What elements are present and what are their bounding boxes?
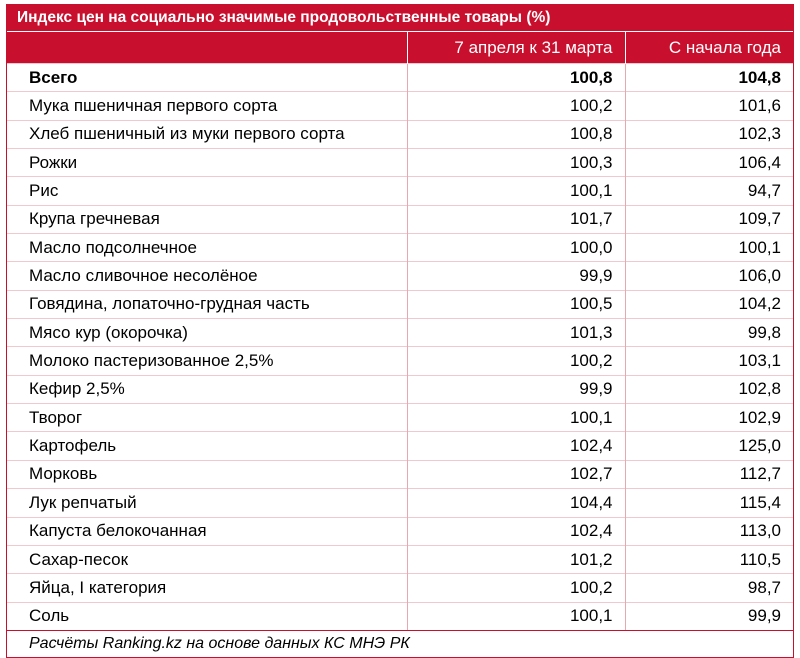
row-week-value: 101,7 [407,205,625,233]
row-week-value: 100,1 [407,602,625,630]
row-name: Яйца, I категория [7,574,407,602]
row-ytd-value: 102,9 [625,404,793,432]
table-row [7,120,793,148]
header-product [7,32,407,64]
source-note: Расчёты Ranking.kz на основе данных КС МНЭ РК [7,630,793,657]
row-ytd-value: 99,8 [625,319,793,347]
row-ytd-value: 98,7 [625,574,793,602]
row-ytd-value: 102,3 [625,120,793,148]
row-name: Картофель [7,432,407,460]
row-ytd-value: 106,4 [625,149,793,177]
row-week-value: 100,1 [407,404,625,432]
row-ytd-value: 104,2 [625,290,793,318]
table-row [7,375,793,403]
row-name: Капуста белокочанная [7,517,407,545]
row-week-value: 100,2 [407,347,625,375]
row-week-value: 99,9 [407,375,625,403]
header-ytd: С начала года [625,32,793,64]
table-row [7,290,793,318]
table-row [7,574,793,602]
row-name: Творог [7,404,407,432]
table-row [7,262,793,290]
row-name: Говядина, лопаточно-грудная часть [7,290,407,318]
row-name: Рис [7,177,407,205]
row-week-value: 100,2 [407,92,625,120]
row-week-value: 101,3 [407,319,625,347]
table-row [7,347,793,375]
row-week-value: 100,1 [407,177,625,205]
price-index-table [7,31,793,630]
row-week-value: 102,4 [407,432,625,460]
row-name: Кефир 2,5% [7,375,407,403]
table-row [7,602,793,630]
row-name: Лук репчатый [7,489,407,517]
table-row [7,234,793,262]
row-week-value: 100,3 [407,149,625,177]
table-title: Индекс цен на социально значимые продовольственные товары (%) [7,5,793,31]
row-name: Соль [7,602,407,630]
row-ytd-value: 113,0 [625,517,793,545]
row-ytd-value: 106,0 [625,262,793,290]
table-row [7,205,793,233]
row-week-value: 100,8 [407,120,625,148]
row-ytd-value: 100,1 [625,234,793,262]
row-week-value: 102,4 [407,517,625,545]
row-name: Всего [7,64,407,92]
row-name: Крупа гречневая [7,205,407,233]
header-row [7,32,793,64]
row-ytd-value: 110,5 [625,545,793,573]
row-name: Морковь [7,460,407,488]
row-ytd-value: 94,7 [625,177,793,205]
row-ytd-value: 115,4 [625,489,793,517]
row-ytd-value: 112,7 [625,460,793,488]
price-index-table-card [6,4,794,658]
row-name: Молоко пастеризованное 2,5% [7,347,407,375]
table-row [7,517,793,545]
row-week-value: 100,0 [407,234,625,262]
table-row [7,545,793,573]
row-name: Мясо кур (окорочка) [7,319,407,347]
row-ytd-value: 104,8 [625,64,793,92]
row-name: Масло сливочное несолёное [7,262,407,290]
header-week: 7 апреля к 31 марта [407,32,625,64]
table-row [7,404,793,432]
table-row [7,319,793,347]
row-name: Масло подсолнечное [7,234,407,262]
row-ytd-value: 109,7 [625,205,793,233]
table-row [7,460,793,488]
row-week-value: 102,7 [407,460,625,488]
table-row [7,177,793,205]
row-name: Сахар-песок [7,545,407,573]
row-ytd-value: 103,1 [625,347,793,375]
row-week-value: 100,2 [407,574,625,602]
row-week-value: 100,8 [407,64,625,92]
table-row-total [7,64,793,92]
row-ytd-value: 102,8 [625,375,793,403]
row-week-value: 104,4 [407,489,625,517]
row-week-value: 100,5 [407,290,625,318]
row-ytd-value: 101,6 [625,92,793,120]
table-row [7,149,793,177]
table-row [7,432,793,460]
table-row [7,489,793,517]
row-name: Рожки [7,149,407,177]
row-ytd-value: 125,0 [625,432,793,460]
row-ytd-value: 99,9 [625,602,793,630]
row-name: Хлеб пшеничный из муки первого сорта [7,120,407,148]
row-week-value: 101,2 [407,545,625,573]
row-week-value: 99,9 [407,262,625,290]
table-row [7,92,793,120]
row-name: Мука пшеничная первого сорта [7,92,407,120]
